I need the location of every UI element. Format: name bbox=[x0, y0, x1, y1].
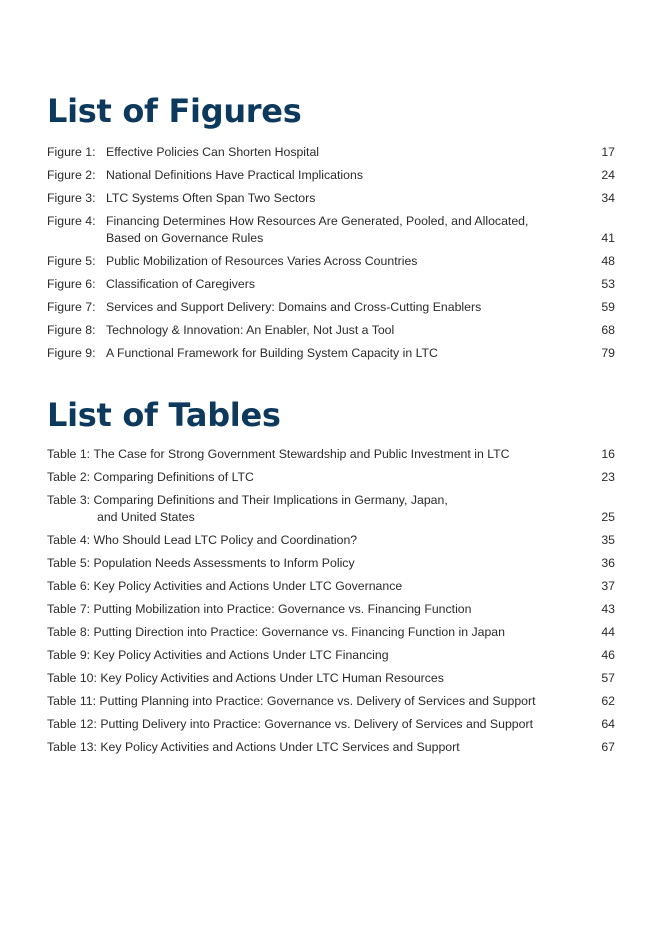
table-title: Key Policy Activities and Actions Under LTC Human Resources bbox=[100, 671, 444, 685]
table-page-number: 35 bbox=[601, 533, 615, 547]
table-title: Putting Delivery into Practice: Governance vs. Delivery of Services and Support bbox=[100, 717, 533, 731]
figure-page-number: 59 bbox=[601, 300, 615, 314]
figure-entry[interactable] bbox=[47, 213, 615, 247]
table-page-number: 44 bbox=[601, 625, 615, 639]
figure-page-number: 24 bbox=[601, 168, 615, 182]
table-page-number: 67 bbox=[601, 740, 615, 754]
table-title: Key Policy Activities and Actions Under LTC Services and Support bbox=[100, 740, 460, 754]
list-of-tables-heading: List of Tables bbox=[47, 396, 281, 434]
figure-entry[interactable] bbox=[47, 167, 615, 184]
table-entry[interactable] bbox=[47, 492, 615, 526]
table-title: Key Policy Activities and Actions Under LTC Financing bbox=[93, 648, 389, 662]
figure-title: Classification of Caregivers bbox=[106, 277, 255, 291]
figure-label: Figure 5: bbox=[47, 254, 96, 268]
table-entry[interactable] bbox=[47, 469, 615, 486]
table-title: Putting Planning into Practice: Governance vs. Delivery of Services and Support bbox=[99, 694, 536, 708]
figure-label: Figure 8: bbox=[47, 323, 96, 337]
table-title-line-1 bbox=[47, 492, 615, 509]
figure-page-number: 68 bbox=[601, 323, 615, 337]
figure-title-line-2: Based on Governance Rules bbox=[106, 231, 264, 245]
figure-entry[interactable] bbox=[47, 190, 615, 207]
table-label: Table 11: bbox=[47, 694, 96, 708]
table-entry[interactable] bbox=[47, 670, 615, 687]
table-label: Table 12: bbox=[47, 717, 97, 731]
figure-page-number: 41 bbox=[601, 231, 615, 245]
figure-title: LTC Systems Often Span Two Sectors bbox=[106, 191, 316, 205]
table-label: Table 1: bbox=[47, 447, 91, 461]
table-entry[interactable] bbox=[47, 624, 615, 641]
table-title: Key Policy Activities and Actions Under LTC Governance bbox=[93, 579, 403, 593]
table-label: Table 9: bbox=[47, 648, 91, 662]
figure-page-number: 79 bbox=[601, 346, 615, 360]
figure-title: National Definitions Have Practical Implications bbox=[106, 168, 363, 182]
figure-title bbox=[106, 213, 586, 247]
tables-list bbox=[47, 446, 615, 762]
table-entry[interactable] bbox=[47, 578, 615, 595]
table-page-number: 64 bbox=[601, 717, 615, 731]
figure-page-number: 17 bbox=[601, 145, 615, 159]
figure-title: A Functional Framework for Building System Capacity in LTC bbox=[106, 346, 438, 360]
figure-label: Figure 3: bbox=[47, 191, 96, 205]
figure-title-line-1: Financing Determines How Resources Are Generated, Pooled, and Allocated, bbox=[106, 214, 529, 228]
table-entry[interactable] bbox=[47, 739, 615, 756]
table-entry[interactable] bbox=[47, 532, 615, 549]
figure-entry[interactable] bbox=[47, 144, 615, 161]
table-label: Table 13: bbox=[47, 740, 97, 754]
figure-title: Technology & Innovation: An Enabler, Not Just a Tool bbox=[106, 323, 395, 337]
table-page-number: 25 bbox=[601, 510, 615, 524]
table-page-number: 23 bbox=[601, 470, 615, 484]
table-label: Table 10: bbox=[47, 671, 97, 685]
table-label: Table 2: bbox=[47, 470, 91, 484]
table-entry[interactable] bbox=[47, 693, 615, 710]
table-entry[interactable] bbox=[47, 601, 615, 618]
table-page-number: 43 bbox=[601, 602, 615, 616]
figure-label: Figure 7: bbox=[47, 300, 96, 314]
table-title: Comparing Definitions and Their Implications in Germany, Japan, bbox=[93, 493, 448, 507]
table-label: Table 8: bbox=[47, 625, 91, 639]
figures-list bbox=[47, 144, 615, 368]
figure-page-number: 48 bbox=[601, 254, 615, 268]
figure-page-number: 53 bbox=[601, 277, 615, 291]
table-page-number: 36 bbox=[601, 556, 615, 570]
table-page-number: 37 bbox=[601, 579, 615, 593]
figure-title: Effective Policies Can Shorten Hospital bbox=[106, 145, 320, 159]
figure-entry[interactable] bbox=[47, 299, 615, 316]
table-title-line-2: and United States bbox=[97, 510, 195, 524]
figure-label: Figure 4: bbox=[47, 214, 96, 228]
figure-label: Figure 6: bbox=[47, 277, 96, 291]
figure-entry[interactable] bbox=[47, 253, 615, 270]
table-title: Putting Mobilization into Practice: Governance vs. Financing Function bbox=[93, 602, 472, 616]
table-entry[interactable] bbox=[47, 555, 615, 572]
figure-label: Figure 1: bbox=[47, 145, 96, 159]
list-of-figures-heading: List of Figures bbox=[47, 92, 302, 130]
table-label: Table 4: bbox=[47, 533, 91, 547]
table-title: Who Should Lead LTC Policy and Coordination? bbox=[93, 533, 358, 547]
table-label: Table 6: bbox=[47, 579, 91, 593]
table-title: The Case for Strong Government Stewardship and Public Investment in LTC bbox=[93, 447, 510, 461]
table-entry[interactable] bbox=[47, 716, 615, 733]
figure-label: Figure 2: bbox=[47, 168, 96, 182]
table-label: Table 7: bbox=[47, 602, 91, 616]
figure-title: Public Mobilization of Resources Varies Across Countries bbox=[106, 254, 418, 268]
table-page-number: 62 bbox=[601, 694, 615, 708]
figure-title: Services and Support Delivery: Domains and Cross-Cutting Enablers bbox=[106, 300, 482, 314]
table-page-number: 16 bbox=[601, 447, 615, 461]
table-entry[interactable] bbox=[47, 446, 615, 463]
figure-label: Figure 9: bbox=[47, 346, 96, 360]
table-page-number: 57 bbox=[601, 671, 615, 685]
table-title: Putting Direction into Practice: Governance vs. Financing Function in Japan bbox=[93, 625, 505, 639]
table-title: Population Needs Assessments to Inform Policy bbox=[93, 556, 355, 570]
figure-page-number: 34 bbox=[601, 191, 615, 205]
table-label: Table 5: bbox=[47, 556, 91, 570]
table-page-number: 46 bbox=[601, 648, 615, 662]
table-title: Comparing Definitions of LTC bbox=[93, 470, 254, 484]
figure-entry[interactable] bbox=[47, 345, 615, 362]
table-entry[interactable] bbox=[47, 647, 615, 664]
figure-entry[interactable] bbox=[47, 276, 615, 293]
table-label: Table 3: bbox=[47, 493, 91, 507]
figure-entry[interactable] bbox=[47, 322, 615, 339]
